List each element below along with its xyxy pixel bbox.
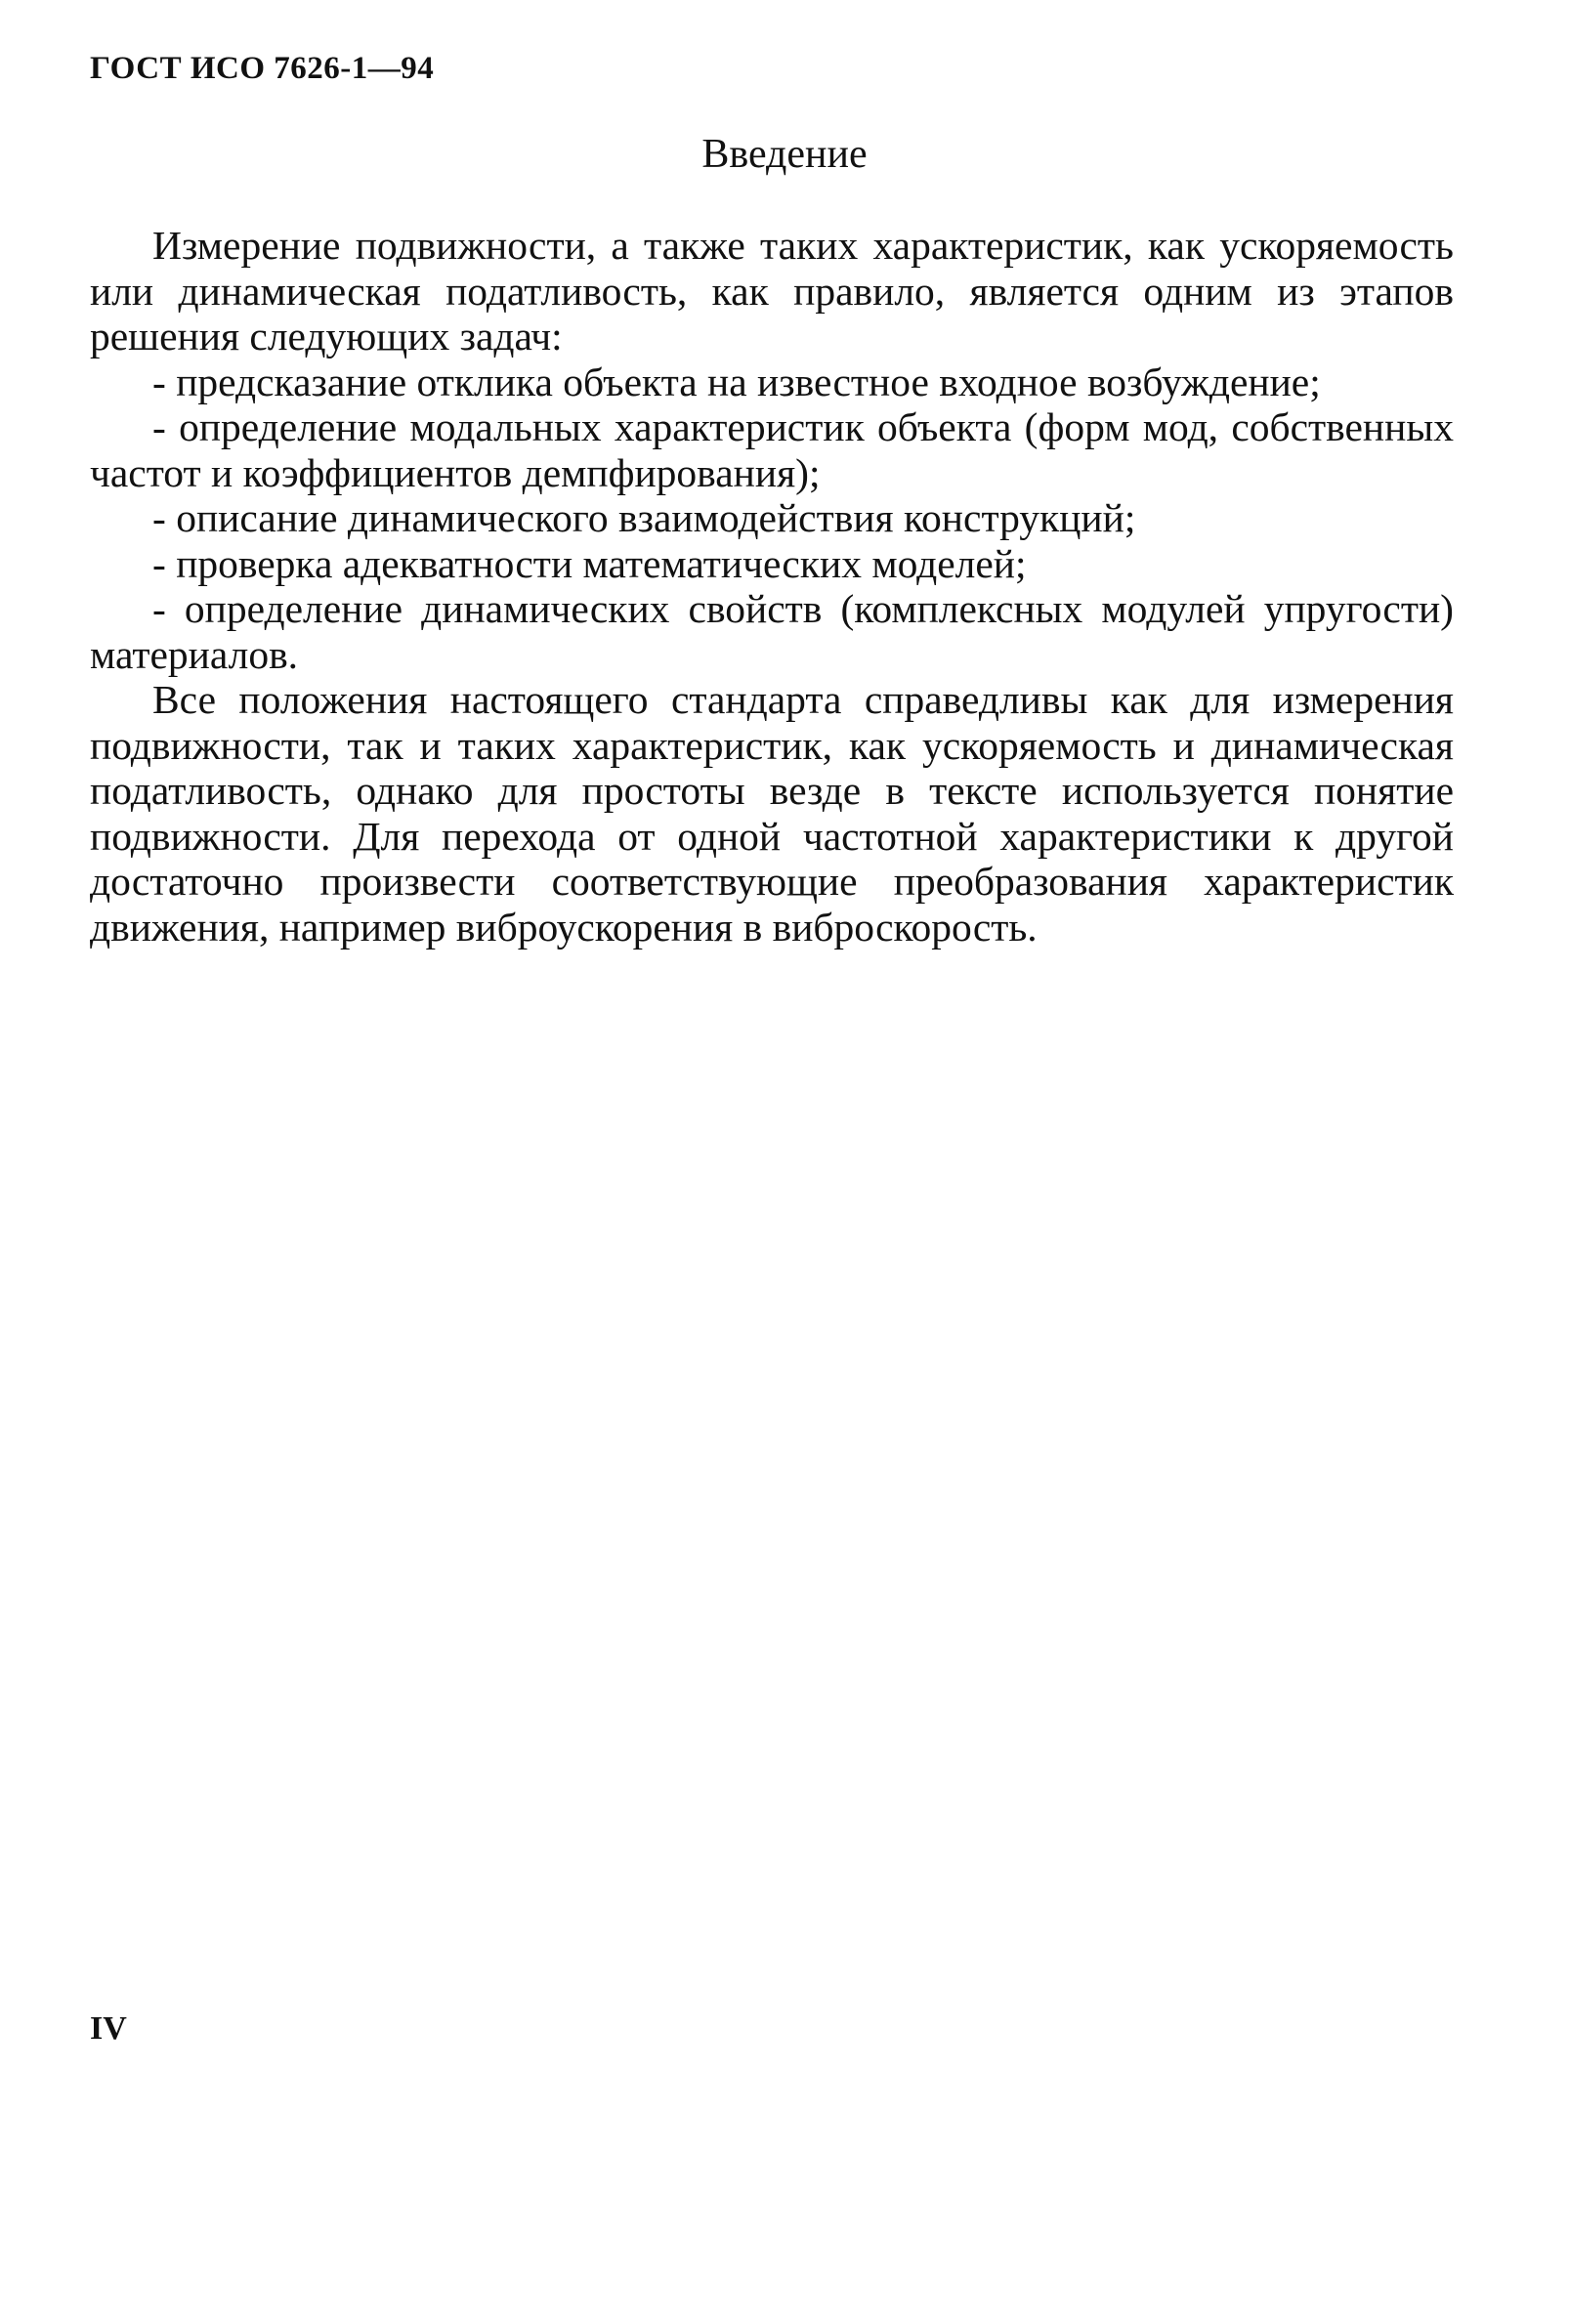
list-item: - определение динамических свойств (комплексных модулей упругости) материалов. [90, 586, 1454, 677]
closing-paragraph: Все положения настоящего стандарта справедливы как для измерения подвижности, так и таких характеристик, как ускоряемость и динамическая податливость, однако для простоты везде в тексте используется понятие подвижности. Для перехода от одной частотной характеристики к другой достаточно произвести соответствующие преобразования характеристик движения, например виброускорения в виброскорость. [90, 677, 1454, 950]
document-code: ГОСТ ИСО 7626-1—94 [90, 51, 435, 86]
list-item: - определение модальных характеристик объекта (форм мод, собственных частот и коэффициентов демпфирования); [90, 404, 1454, 495]
section-body [90, 223, 1454, 950]
intro-paragraph: Измерение подвижности, а также таких характеристик, как ускоряемость или динамическая податливость, как правило, является одним из этапов решения следующих задач: [90, 223, 1454, 359]
list-item: - предсказание отклика объекта на известное входное возбуждение; [152, 359, 1321, 404]
list-item: - проверка адекватности математических моделей; [152, 540, 1027, 586]
list-item: - описание динамического взаимодействия конструкций; [152, 495, 1136, 540]
section-title: Введение [701, 132, 868, 177]
page-number: IV [90, 2010, 127, 2047]
